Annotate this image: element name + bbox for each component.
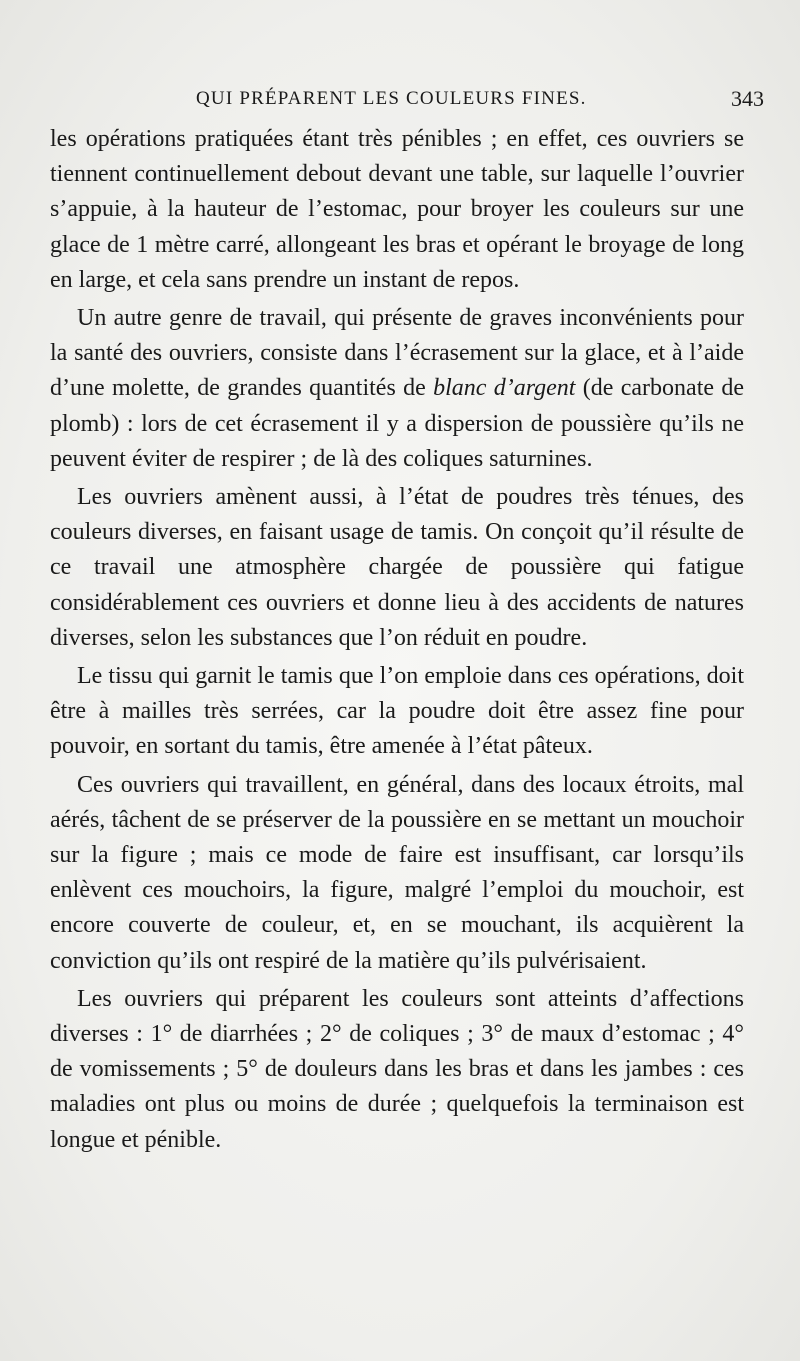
body-text	[50, 122, 744, 1161]
paragraph-text: (de carbonate de plomb) : lors de cet écrasement il y a dispersion de poussière qu’ils ne peuvent éviter de respirer ; de là des coliques saturnines.	[50, 375, 744, 472]
paragraph-text: Un autre genre de travail, qui présente de graves inconvénients pour la santé des ouvriers, consiste dans l’écrasement sur la glace, et à l’aide d’une molette, de grandes quantités de	[50, 305, 744, 402]
paragraph-sieve-fabric: Le tissu qui garnit le tamis que l’on emploie dans ces opérations, doit être à mailles très serrées, car la poudre doit être assez fine pour pouvoir, en sortant du tamis, être amenée à l’état pâteux.	[50, 663, 744, 760]
paragraph-continuation: les opérations pratiquées étant très pénibles ; en effet, ces ouvriers se tiennent continuellement debout devant une table, sur laquelle l’ouvrier s’appuie, à la hauteur de l’estomac, pour broyer les couleurs sur une glace de 1 mètre carré, allongeant les bras et opérant le broyage de long en large, et cela sans prendre un instant de repos.	[50, 126, 744, 293]
paragraph-ailments: Les ouvriers qui préparent les couleurs sont atteints d’affections diverses : 1° de diarrhées ; 2° de coliques ; 3° de maux d’estomac ; 4° de vomissements ; 5° de douleurs dans les bras et dans les jambes : ces maladies ont plus ou moins de durée ; quelquefois la terminaison est longue et pénible.	[50, 985, 744, 1153]
italic-term: blanc d’argent	[433, 375, 576, 402]
page-number: 343	[731, 86, 764, 111]
paragraph-workplaces: Ces ouvriers qui travaillent, en général, dans des locaux étroits, mal aérés, tâchent de se préserver de la poussière en se mettant un mouchoir sur la figure ; mais ce mode de faire est insuffisant, car lorsqu’ils enlèvent ces mouchoirs, la figure, malgré l’emploi du mouchoir, est encore couverte de couleur, et, en se mouchant, ils acquièrent la conviction qu’ils ont respiré de la matière qu’ils pulvérisaient.	[50, 771, 744, 974]
paragraph-sieving: Les ouvriers amènent aussi, à l’état de poudres très ténues, des couleurs diverses, en faisant usage de tamis. On conçoit qu’il résulte de ce travail une atmosphère chargée de poussière qui fatigue considérablement ces ouvriers et donne lieu à des accidents de natures diverses, selon les substances que l’on réduit en poudre.	[50, 484, 744, 651]
running-head-title: QUI PRÉPARENT LES COULEURS FINES.	[196, 88, 587, 109]
running-head	[50, 86, 764, 120]
paragraph-grinding	[50, 301, 744, 477]
